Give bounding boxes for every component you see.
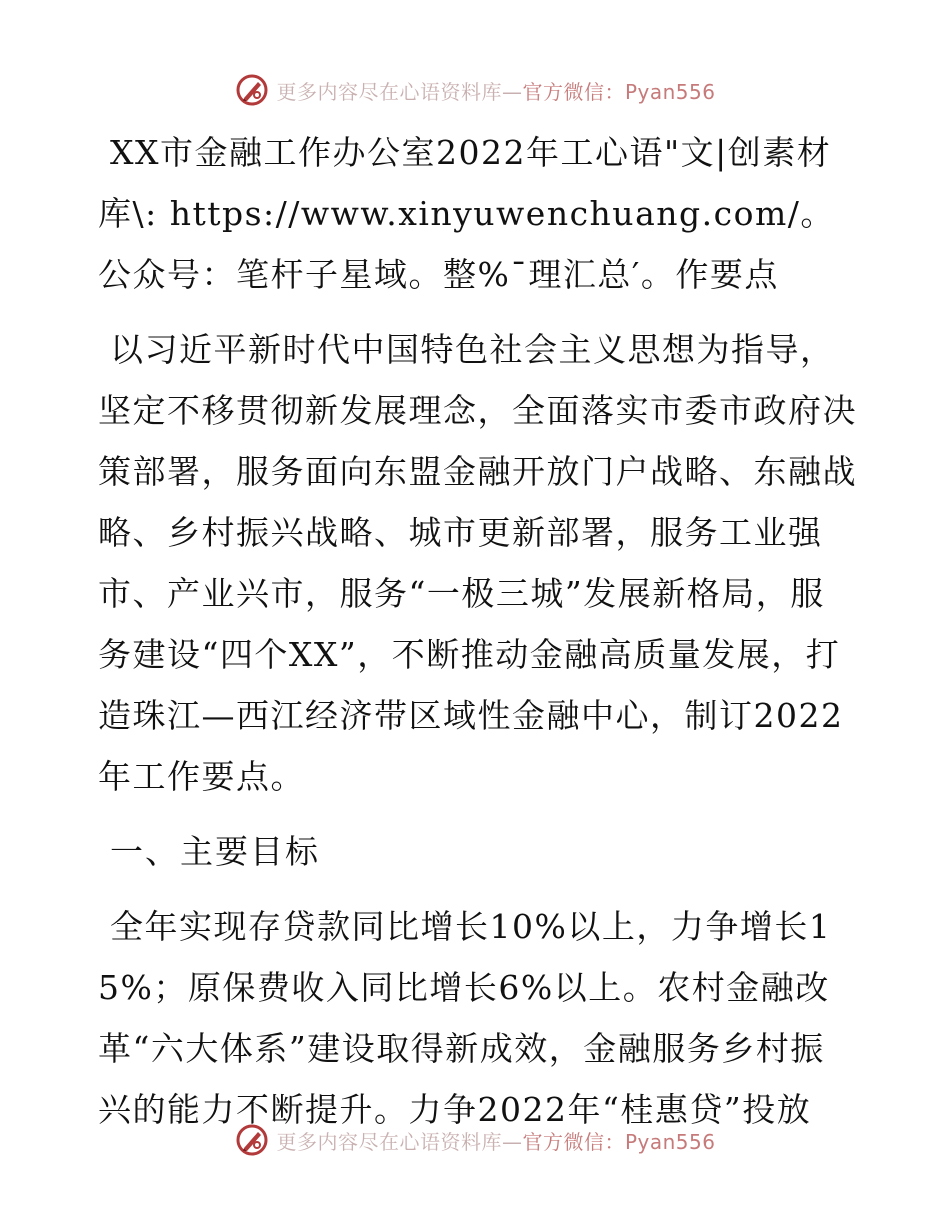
watermark-text: 更多内容尽在心语资料库—官方微信：Pyan556: [276, 1129, 716, 1154]
pen-circle-logo-icon: [234, 1122, 270, 1158]
footer-watermark: [0, 1120, 950, 1160]
document-body: [98, 122, 858, 1154]
header-watermark: [0, 70, 950, 110]
pen-circle-logo-icon: [234, 72, 270, 108]
document-title-paragraph: XX市金融工作办公室2022年工心语"文|创素材库\: https://www.xinyuwenchuang.com/。公众号：笔杆子星域。整%¯理汇总′。作要点: [98, 133, 835, 294]
intro-paragraph: 以习近平新时代中国特色社会主义思想为指导，坚定不移贯彻新发展理念，全面落实市委市政府决策部署，服务面向东盟金融开放门户战略、东融战略、乡村振兴战略、城市更新部署，服务工业强市、产业兴市，服务“一极三城”发展新格局，服务建设“四个XX”，不断推动金融高质量发展，打造珠江—西江经济带区域性金融中心，制订2022年工作要点。: [98, 330, 857, 796]
section-heading: 一、主要目标: [110, 832, 320, 871]
goals-paragraph: 全年实现存贷款同比增长10%以上，力争增长15%；原保费收入同比增长6%以上。农村金融改革“六大体系”建设取得新成效，金融服务乡村振兴的能力不断提升。力争2022年“桂惠贷”投放: [98, 907, 832, 1129]
watermark-text: 更多内容尽在心语资料库—官方微信：Pyan556: [276, 79, 716, 104]
